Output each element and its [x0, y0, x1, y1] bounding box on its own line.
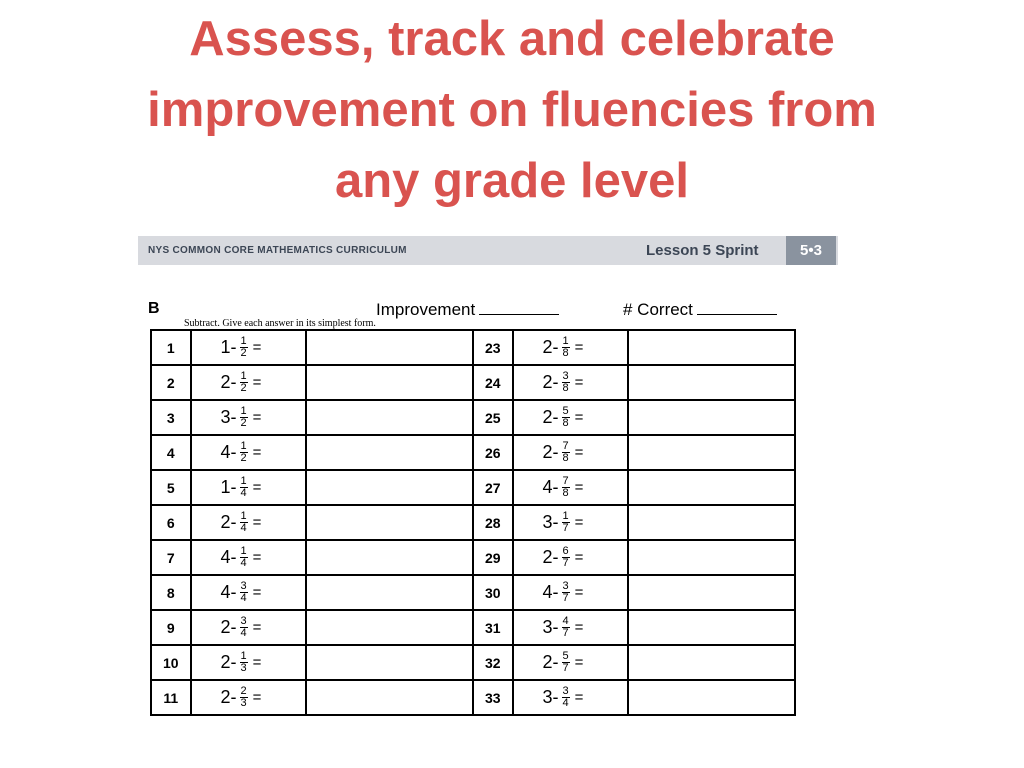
equals-sign: = — [252, 549, 262, 566]
expression — [221, 371, 262, 394]
problem-expression — [191, 645, 306, 680]
numerator: 3 — [240, 615, 247, 627]
expression — [543, 581, 584, 604]
table-row — [151, 400, 795, 435]
problem-number: 24 — [473, 365, 513, 400]
problem-number: 11 — [151, 680, 191, 715]
numerator: 3 — [240, 580, 247, 592]
problem-number: 30 — [473, 575, 513, 610]
expression — [221, 546, 262, 569]
equals-sign: = — [252, 409, 262, 426]
denominator: 4 — [562, 697, 569, 709]
whole-number: 2 — [220, 687, 231, 707]
minus-sign: - — [552, 477, 559, 497]
equals-sign: = — [574, 514, 584, 531]
expression — [221, 476, 262, 499]
numerator: 1 — [240, 405, 247, 417]
expression — [221, 511, 262, 534]
whole-number: 1 — [220, 477, 231, 497]
problem-expression — [191, 330, 306, 365]
answer-cell[interactable] — [628, 575, 795, 610]
problem-expression — [191, 610, 306, 645]
denominator: 4 — [240, 522, 247, 534]
expression — [221, 441, 262, 464]
answer-cell[interactable] — [628, 365, 795, 400]
expression — [221, 336, 262, 359]
expression — [543, 546, 584, 569]
whole-number: 3 — [542, 512, 553, 532]
equals-sign: = — [252, 584, 262, 601]
table-row — [151, 365, 795, 400]
problem-expression — [513, 505, 628, 540]
problem-expression — [513, 540, 628, 575]
equals-sign: = — [252, 689, 262, 706]
numerator: 1 — [240, 370, 247, 382]
equals-sign: = — [574, 374, 584, 391]
numerator: 6 — [562, 545, 569, 557]
answer-cell[interactable] — [628, 330, 795, 365]
numerator: 2 — [240, 685, 247, 697]
problem-number: 7 — [151, 540, 191, 575]
numerator: 4 — [562, 615, 569, 627]
denominator: 7 — [562, 662, 569, 674]
fraction — [240, 651, 248, 674]
equals-sign: = — [574, 479, 584, 496]
numerator: 5 — [562, 405, 569, 417]
denominator: 3 — [240, 662, 247, 674]
instructions-text: Subtract. Give each answer in its simplest form. — [184, 318, 376, 329]
correct-count-field — [623, 298, 777, 320]
equals-sign: = — [574, 409, 584, 426]
whole-number: 2 — [542, 337, 553, 357]
table-row — [151, 330, 795, 365]
expression — [543, 406, 584, 429]
numerator: 5 — [562, 650, 569, 662]
whole-number: 4 — [220, 547, 231, 567]
correct-count-blank — [697, 298, 777, 315]
table-row — [151, 470, 795, 505]
answer-cell[interactable] — [628, 470, 795, 505]
equals-sign: = — [252, 514, 262, 531]
problem-expression — [513, 435, 628, 470]
fraction — [240, 476, 248, 499]
fraction — [240, 616, 248, 639]
problem-expression — [513, 610, 628, 645]
equals-sign: = — [574, 444, 584, 461]
numerator: 3 — [562, 580, 569, 592]
answer-cell[interactable] — [306, 505, 473, 540]
expression — [543, 336, 584, 359]
numerator: 1 — [562, 335, 569, 347]
improvement-label: Improvement — [376, 300, 476, 319]
problem-number: 23 — [473, 330, 513, 365]
equals-sign: = — [252, 374, 262, 391]
answer-cell[interactable] — [306, 400, 473, 435]
answer-cell[interactable] — [306, 540, 473, 575]
problem-expression — [513, 680, 628, 715]
slide-title-line: Assess, track and celebrate — [189, 12, 835, 66]
fraction — [240, 546, 248, 569]
fraction — [240, 406, 248, 429]
expression — [221, 581, 262, 604]
denominator: 7 — [562, 627, 569, 639]
fraction — [562, 651, 570, 674]
problem-number: 1 — [151, 330, 191, 365]
fraction — [240, 511, 248, 534]
problem-expression — [191, 540, 306, 575]
slide-title-line: any grade level — [334, 154, 690, 208]
equals-sign: = — [574, 339, 584, 356]
problem-number: 26 — [473, 435, 513, 470]
minus-sign: - — [230, 617, 237, 637]
minus-sign: - — [230, 687, 237, 707]
numerator: 1 — [240, 335, 247, 347]
equals-sign: = — [574, 584, 584, 601]
worksheet-header-bar — [138, 236, 838, 265]
minus-sign: - — [552, 407, 559, 427]
denominator: 2 — [240, 417, 247, 429]
problem-number: 25 — [473, 400, 513, 435]
whole-number: 2 — [542, 407, 553, 427]
table-row — [151, 645, 795, 680]
problem-expression — [513, 575, 628, 610]
problem-number: 4 — [151, 435, 191, 470]
improvement-blank — [479, 298, 559, 315]
equals-sign: = — [252, 339, 262, 356]
problem-number: 5 — [151, 470, 191, 505]
minus-sign: - — [230, 407, 237, 427]
denominator: 7 — [562, 557, 569, 569]
whole-number: 2 — [542, 547, 553, 567]
answer-cell[interactable] — [306, 645, 473, 680]
answer-cell[interactable] — [628, 435, 795, 470]
expression — [543, 511, 584, 534]
problem-expression — [513, 400, 628, 435]
problem-expression — [513, 645, 628, 680]
lesson-code-badge: 5•3 — [786, 236, 836, 265]
expression — [543, 371, 584, 394]
improvement-field — [376, 298, 559, 320]
whole-number: 4 — [220, 442, 231, 462]
answer-cell[interactable] — [628, 400, 795, 435]
equals-sign: = — [574, 654, 584, 671]
expression — [543, 651, 584, 674]
minus-sign: - — [552, 547, 559, 567]
minus-sign: - — [552, 582, 559, 602]
problem-number: 31 — [473, 610, 513, 645]
answer-cell[interactable] — [306, 575, 473, 610]
curriculum-label: NYS COMMON CORE MATHEMATICS CURRICULUM — [148, 245, 407, 256]
answer-cell[interactable] — [628, 645, 795, 680]
answer-cell[interactable] — [628, 540, 795, 575]
minus-sign: - — [552, 617, 559, 637]
answer-cell[interactable] — [306, 610, 473, 645]
problem-expression — [191, 365, 306, 400]
equals-sign: = — [252, 444, 262, 461]
numerator: 3 — [562, 685, 569, 697]
table-row — [151, 610, 795, 645]
whole-number: 4 — [542, 582, 553, 602]
answer-cell[interactable] — [628, 680, 795, 715]
problem-expression — [191, 575, 306, 610]
problem-number: 9 — [151, 610, 191, 645]
equals-sign: = — [574, 689, 584, 706]
slide-title — [0, 4, 1024, 217]
slide-title-line: improvement on fluencies from — [147, 83, 877, 137]
numerator: 3 — [562, 370, 569, 382]
minus-sign: - — [230, 512, 237, 532]
numerator: 7 — [562, 440, 569, 452]
equals-sign: = — [252, 619, 262, 636]
problem-number: 3 — [151, 400, 191, 435]
answer-cell[interactable] — [306, 330, 473, 365]
whole-number: 4 — [542, 477, 553, 497]
numerator: 1 — [562, 510, 569, 522]
whole-number: 2 — [542, 372, 553, 392]
whole-number: 3 — [220, 407, 231, 427]
expression — [543, 616, 584, 639]
minus-sign: - — [230, 547, 237, 567]
problem-expression — [513, 330, 628, 365]
table-row — [151, 505, 795, 540]
whole-number: 2 — [220, 617, 231, 637]
numerator: 1 — [240, 510, 247, 522]
fraction — [562, 371, 570, 394]
minus-sign: - — [552, 442, 559, 462]
whole-number: 4 — [220, 582, 231, 602]
expression — [221, 616, 262, 639]
fraction — [240, 686, 248, 709]
minus-sign: - — [230, 442, 237, 462]
denominator: 2 — [240, 347, 247, 359]
problem-expression — [191, 470, 306, 505]
minus-sign: - — [552, 337, 559, 357]
expression — [221, 686, 262, 709]
denominator: 7 — [562, 522, 569, 534]
denominator: 8 — [562, 347, 569, 359]
denominator: 4 — [240, 487, 247, 499]
fraction — [562, 546, 570, 569]
equals-sign: = — [574, 549, 584, 566]
fraction — [562, 511, 570, 534]
numerator: 1 — [240, 440, 247, 452]
numerator: 1 — [240, 545, 247, 557]
denominator: 4 — [240, 592, 247, 604]
problem-expression — [191, 400, 306, 435]
numerator: 1 — [240, 650, 247, 662]
expression — [543, 441, 584, 464]
minus-sign: - — [552, 687, 559, 707]
fraction — [562, 406, 570, 429]
problem-number: 29 — [473, 540, 513, 575]
answer-cell[interactable] — [628, 505, 795, 540]
worksheet-image — [138, 236, 838, 730]
whole-number: 2 — [220, 512, 231, 532]
answer-cell[interactable] — [306, 680, 473, 715]
denominator: 8 — [562, 487, 569, 499]
problem-expression — [513, 470, 628, 505]
table-row — [151, 540, 795, 575]
problem-number: 10 — [151, 645, 191, 680]
problem-expression — [191, 435, 306, 470]
whole-number: 3 — [542, 687, 553, 707]
problem-number: 33 — [473, 680, 513, 715]
sprint-letter: B — [148, 300, 160, 317]
fraction — [240, 441, 248, 464]
fraction — [562, 616, 570, 639]
whole-number: 1 — [220, 337, 231, 357]
denominator: 2 — [240, 382, 247, 394]
minus-sign: - — [230, 477, 237, 497]
fraction — [240, 371, 248, 394]
numerator: 7 — [562, 475, 569, 487]
problem-number: 27 — [473, 470, 513, 505]
whole-number: 2 — [542, 442, 553, 462]
minus-sign: - — [552, 372, 559, 392]
whole-number: 2 — [220, 372, 231, 392]
denominator: 4 — [240, 557, 247, 569]
denominator: 3 — [240, 697, 247, 709]
expression — [543, 686, 584, 709]
minus-sign: - — [552, 652, 559, 672]
problem-expression — [513, 365, 628, 400]
minus-sign: - — [230, 652, 237, 672]
fraction — [562, 336, 570, 359]
table-row — [151, 680, 795, 715]
expression — [221, 651, 262, 674]
equals-sign: = — [252, 479, 262, 496]
sprint-problem-table — [150, 329, 796, 716]
table-row — [151, 575, 795, 610]
problem-number: 28 — [473, 505, 513, 540]
denominator: 8 — [562, 382, 569, 394]
lesson-label: Lesson 5 Sprint — [646, 242, 759, 259]
expression — [543, 476, 584, 499]
equals-sign: = — [252, 654, 262, 671]
denominator: 4 — [240, 627, 247, 639]
problem-number: 8 — [151, 575, 191, 610]
fraction — [562, 476, 570, 499]
answer-cell[interactable] — [628, 610, 795, 645]
denominator: 8 — [562, 452, 569, 464]
problem-expression — [191, 680, 306, 715]
denominator: 7 — [562, 592, 569, 604]
answer-cell[interactable] — [306, 365, 473, 400]
whole-number: 3 — [542, 617, 553, 637]
fraction — [562, 686, 570, 709]
whole-number: 2 — [220, 652, 231, 672]
minus-sign: - — [230, 372, 237, 392]
answer-cell[interactable] — [306, 435, 473, 470]
fraction — [562, 581, 570, 604]
fraction — [240, 581, 248, 604]
equals-sign: = — [574, 619, 584, 636]
denominator: 2 — [240, 452, 247, 464]
problem-number: 32 — [473, 645, 513, 680]
whole-number: 2 — [542, 652, 553, 672]
minus-sign: - — [552, 512, 559, 532]
table-row — [151, 435, 795, 470]
minus-sign: - — [230, 337, 237, 357]
correct-count-label: # Correct — [623, 300, 693, 319]
expression — [221, 406, 262, 429]
answer-cell[interactable] — [306, 470, 473, 505]
numerator: 1 — [240, 475, 247, 487]
problem-number: 6 — [151, 505, 191, 540]
minus-sign: - — [230, 582, 237, 602]
fraction — [562, 441, 570, 464]
denominator: 8 — [562, 417, 569, 429]
problem-number: 2 — [151, 365, 191, 400]
fraction — [240, 336, 248, 359]
problem-expression — [191, 505, 306, 540]
